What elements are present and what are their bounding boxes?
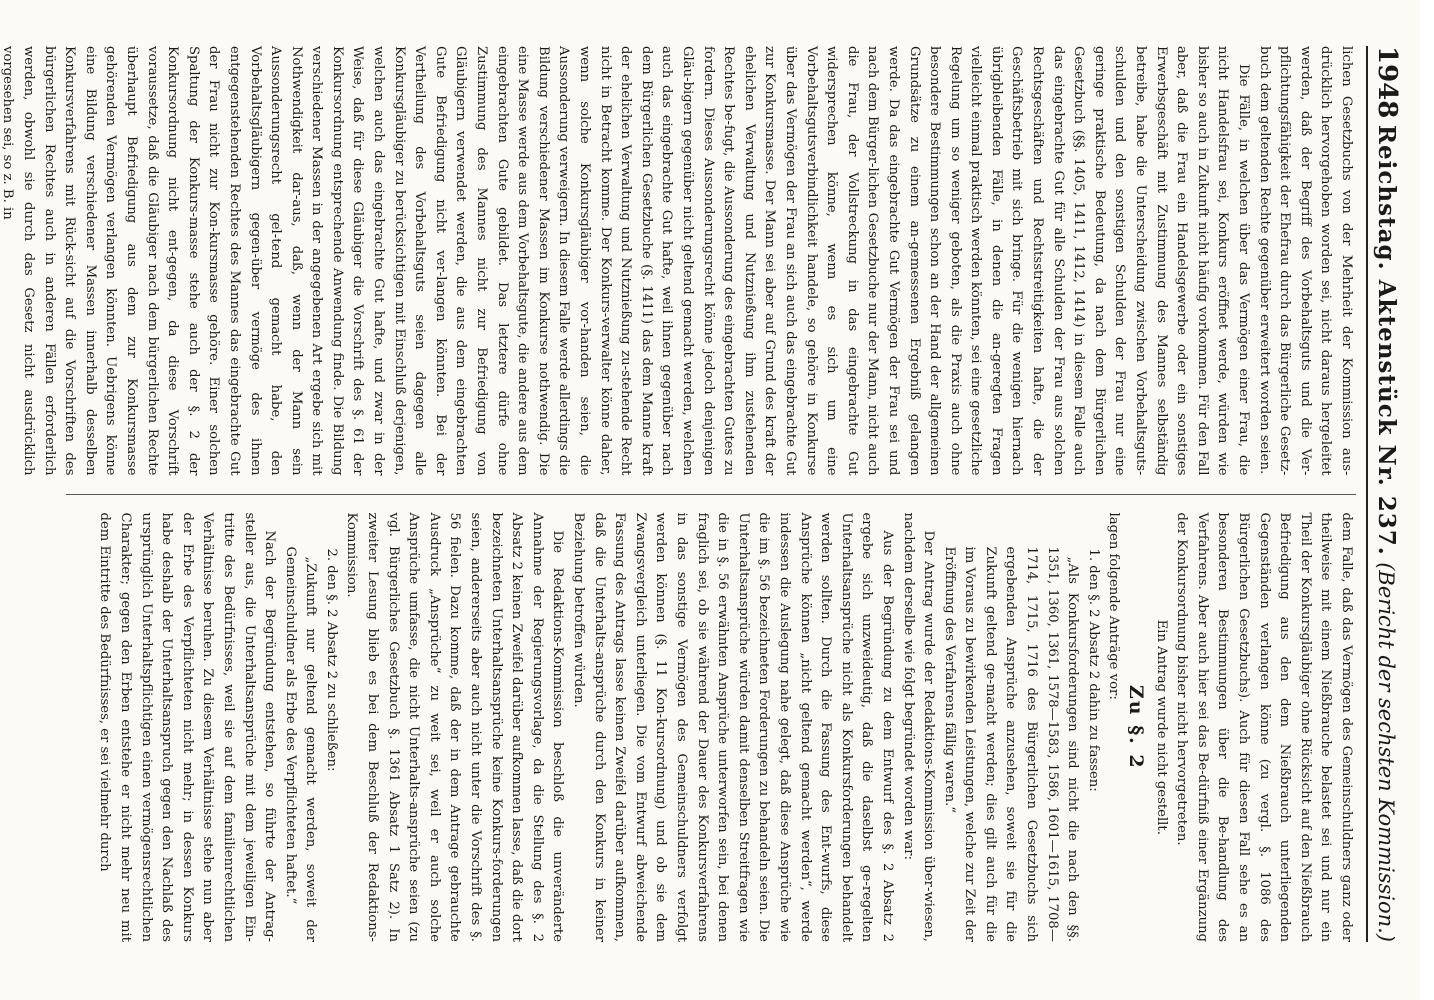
column-divider [66, 494, 1356, 495]
motion-2-quote: „Zukunft nur geltend gemacht werden, soweit der Gemeinschuldner als Erbe des Verpflichteten haftet.“ [282, 546, 319, 942]
left-paragraph-2: Die Fälle, in welchen über das Vermögen einer Frau, die nicht Handelsfrau sei, Konkurs eröffnet werde, würden wie bisher so auch in Zukunft nicht häufig vorkommen. Für den Fall aber, daß die Frau ein Handelsgewerbe oder ein sonstiges Erwerbsgeschäft mit Zustimmung des Mannes selbständig betreibe, habe die Unterscheidung zwischen Vorbehaltsguts-schulden und den sonstigen Schulden der Frau nur eine geringe praktische Bedeutung, da nach dem Bürgerlichen Gesetzbuch (§§. 1405, 1411, 1412, 1414) in diesem Falle auch das eingebrachte Gut für alle Schulden der Frau aus solchen Rechtsgeschäften und Rechtsstreitigkeiten hafte, die der Geschäftsbetrieb mit sich bringe. Für die wenigen hiernach übrigbleibenden Fälle, in denen die an-geregten Fragen vielleicht einmal praktisch werden könnten, sei eine gesetzliche Regelung um so weniger geboten, als die Praxis auch ohne besondere Bestimmungen schon an der Hand der allgemeinen Grundsätze zu einem an-gemessenen Ergebniß gelangen werde. Da das eingebrachte Gut Vermögen der Frau sei und nach dem Bürger-lichen Gesetzbuche nur der Mann, nicht auch die Frau, der Vollstreckung in das eingebrachte Gut widersprechen könne, wenn es sich um eine Vorbehaltsgutsverbindlichkeit handele, so gehöre in Konkurse über das Vermögen der Frau an sich auch das eingebrachte Gut zur Konkursmasse. Der Mann sei aber auf Grund des kraft der ehelichen Verwaltung und Nutznießung ihm zustehenden Rechtes be-fugt, die Aussonderung des eingebrachten Gutes zu fordern. Dieses Aussonderungsrecht könne jedoch denjenigen Gläu-bigern gegenüber nicht geltend gemacht werden, welchen auch das eingebrachte Gut hafte, weil ihnen gegenüber nach dem Bürgerlichen Gesetzbuche (§. 1411) das dem Manne kraft der ehelichen Verwaltung und Nutznießung zu-stehende Recht nicht in Betracht komme. Der Konkurs-verwalter könne daher, wenn solche Konkursgläubiger vor-handen seien, die Aussonderung verweigern. In diesem Falle werde allerdings die Bildung verschiedener Massen im Konkurse nothwendig. Die eine Masse werde aus dem Vorbehaltsgute, die andere aus dem eingebrachten Gute gebildet. Das letztere dürfe ohne Zustimmung des Mannes nicht zur Befriedigung von Gläubigern verwendet werden, die aus dem eingebrachten Gute Befriedigung nicht ver-langen könnten. Bei der Vertheilung des Vorbehaltsguts seien dagegen alle Konkursgläubiger zu berücksichtigen mit Einschluß derjenigen, welchen auch das eingebrachte Gut hafte, und zwar in der Weise, daß für diese Gläubiger die Vorschrift des §. 61 der Konkursordnung entsprechende Anwendung finde. Die Bildung verschiedener Massen in der angegebenen Art ergebe sich mit Nothwendigkeit dar-aus, daß, wenn der Mann sein Aussonderungsrecht gel-tend gemacht habe, den Vorbehaltsgläubigern gegen-über vermöge des ihnen entgegenstehenden Rechtes des Mannes das eingebrachte Gut der Frau nicht zur Kon-kursmasse gehöre. Einer solchen Spaltung der Konkurs-masse stehe auch der §. 2 der Konkursordnung nicht ent-gegen, da diese Vorschrift voraussetze, daß die Gläubiger nach dem bürgerlichen Rechte überhaupt Befriedigung aus dem zur Konkursmasse gehörenden Vermögen verlangen könnten. Uebrigens könne eine Bildung verschiedener Massen innerhalb desselben Konkursverfahrens mit Rück-sicht auf die Vorschriften des bürgerlichen Rechtes auch in anderen Fällen erforderlich werden, obwohl sie durch das Gesetz nicht ausdrücklich vorgesehen sei, so z. B. in [0, 46, 1252, 476]
page-header [1366, 46, 1402, 942]
left-column [0, 46, 1356, 476]
motion-1-label: 1. den §. 2 Absatz 2 dahin zu fassen: [1085, 548, 1101, 792]
right-paragraph-2: Ein Antrag wurde nicht gestellt. [1153, 619, 1169, 835]
right-paragraph-4: Aus der Begründung zu dem Entwurf des §. 2 Absatz 2 ergebe sich unzweideutig, daß die daselbst ge-regelten Unterhaltsansprüche nicht als Konkursforderungen behandelt werden sollten. Durch die Fassung des Ent-wurfs, diese Ansprüche können „nicht geltend gemacht werden“, werde indessen die Auslegung nahe gelegt, daß diese Ansprüche wie die im §. 56 bezeichneten Forderungen zu behandeln seien. Die Unterhaltsansprüche würden damit denselben Streitfragen wie die in §. 56 erwähnten Ansprüche unterworfen sein, bei denen fraglich sei, ob sie während der Dauer des Konkursverfahrens in das sonstige Vermögen des Gemeinschuldners verfolgt werden können (§. 11 Kon-kursordnung) und ob sie dem Zwangsvergleich unterliegen. Die vom Entwurf abweichende Fassung des Antrags lasse keinen Zweifel darüber aufkommen, daß die Unterhalts-ansprüche durch den Konkurs in keiner Beziehung betroffen würden. [571, 512, 895, 942]
right-paragraph-5: Die Redaktions-Kommission beschloß die unveränderte Annahme der Regierungsvorlage, da die Stellung des §. 2 Absatz 2 keinen Zweifel darüber aufkommen lasse, daß die dort bezeichneten Unterhaltsansprüche keine Konkurs-forderungen seien, andererseits aber auch nicht unter die Vorschrift des §. 56 fielen. Dazu komme, daß der in dem Antrage gebrauchte Ausdruck „Ansprüche“ zu weit sei, weil er auch solche Ansprüche umfasse, die nicht Unterhalts-ansprüche seien (zu vgl. Bürgerliches Gesetzbuch §. 1361 Absatz 1 Satz 2). In zweiter Lesung blieb es bei dem Beschluß der Redaktions-Kommission. [344, 512, 566, 942]
right-paragraph-1: dem Falle, daß das Vermögen des Gemeinschuldners ganz oder theilweise mit einem Nießbrauche belastet sei und nur ein Theil der Konkursgläubiger ohne Rücksicht auf den Nießbrauch Befriedigung aus den dem Nießbrauch unterliegenden Gegenständen verlangen könne (zu vergl. §. 1086 des Bürgerlichen Gesetzbuchs). Auch für diesen Fall sehe es an besonderen Bestimmungen über die Be-handlung des Verfahrens. Aber auch hier sei das Be-dürfniß einer Ergänzung der Konkursordnung bisher nicht hervorgetreten. [1174, 512, 1354, 942]
text-columns [0, 46, 1356, 942]
right-paragraph-6: Nach der Begründung entstehen, so führte der Antrag-steller aus, die Unterhaltsansprüche mit dem jeweiligen Ein-tritte des Bedürfnisses, weil sie auf dem familienrechtlichen Verhältnisse beruhen. Zu diesem Verhältnisse stehe nun aber der Erbe des Verpflichteten nicht mehr; in dessen Konkurs habe deshalb der Unterhaltsanspruch gegen den Nachlaß des ursprünglich Unterhaltspflichtigen einen vermögensrechtlichen Charakter; gegen den Erben entstehe er nicht mehr neu mit dem Eintritte des Bedürfnisses, er sei vielmehr durch [97, 512, 278, 942]
page-number: 1948 [1372, 46, 1402, 119]
right-column [66, 513, 1356, 943]
running-title: Reichstag. Aktenstück Nr. 237. [1373, 124, 1400, 556]
section-heading: Zu §. 2 [1125, 684, 1148, 770]
motions-intro: lagen folgende Anträge vor: [1106, 512, 1122, 700]
motion-1-quote: „Als Konkursforderungen sind nicht die nach den §§. 1351, 1360, 1361, 1578—1583, 1586, 1601—1615, 1708—1714, 1715, 1716 des Bürgerlichen Gesetzbuchs sich ergebenden Ansprüche anzusehen, soweit sie für die Zukunft geltend ge-macht werden; dies gilt auch für die im Voraus zu bewirkenden Leistungen, welche zur Zeit der Eröffnung des Verfahrens fällig waren.“ [941, 546, 1081, 942]
motion-2-label: 2. den §. 2 Absatz 2 zu schließen: [323, 548, 339, 772]
running-subtitle: (Bericht der sechsten Kommission.) [1374, 562, 1398, 942]
right-paragraph-3: Der Antrag wurde der Redaktions-Kommission über-wiesen, nachdem derselbe wie folgt begründet worden war: [900, 512, 937, 942]
left-paragraph-1: lichen Gesetzbuchs von der Mehrheit der Kommission aus-drücklich hervorgehoben worden sei, nicht daraus hergeleitet werden, daß der Begriff des Vorbehaltsguts und die Ver-pflichtungsfähigkeit der Ehefrau durch das Bürgerliche Gesetz-buch dem geltenden Rechte gegenüber erweitert worden seien. [1256, 46, 1354, 476]
